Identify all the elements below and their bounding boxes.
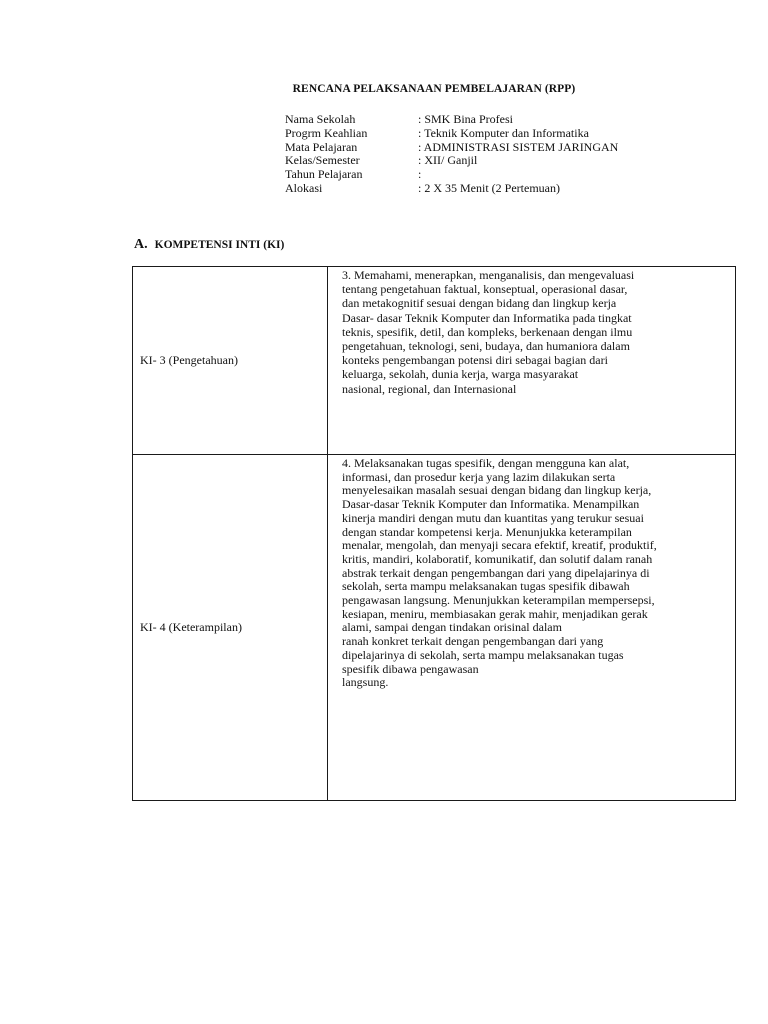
description-line: tentang pengetahuan faktual, konseptual, operasional dasar,	[342, 282, 628, 297]
description-line: teknis, spesifik, detil, dan kompleks, berkenaan dengan ilmu	[342, 324, 633, 339]
description-line: menalar, mengolah, dan menyaji secara efektif, kreatif, produktif,	[342, 538, 657, 553]
identity-label: Kelas/Semester	[285, 153, 360, 168]
section-letter: A.	[134, 237, 148, 252]
ki4-label-cell	[133, 455, 328, 801]
identity-label: Nama Sekolah	[285, 112, 356, 126]
identity-value: : XII/ Ganjil	[418, 153, 478, 168]
description-line: konteks pengembangan potensi diri sebagai bagian dari	[342, 353, 608, 368]
description-line: Dasar-dasar Teknik Komputer dan Informatika. Menampilkan	[342, 497, 640, 512]
identity-label: Mata Pelajaran	[285, 139, 358, 154]
identity-label: Alokasi	[285, 180, 323, 195]
identity-label: Tahun Pelajaran	[285, 167, 363, 182]
ki3-label: KI- 3 (Pengetahuan)	[140, 353, 238, 367]
description-line: spesifik dibawa pengawasan	[342, 661, 479, 676]
identity-row-school-year	[285, 168, 618, 182]
table-row	[133, 455, 736, 801]
ki3-description-cell	[328, 267, 736, 455]
ki4-description	[328, 455, 735, 690]
document-title: RENCANA PELAKSANAAN PEMBELAJARAN (RPP)	[292, 83, 576, 95]
identity-row-subject	[285, 141, 618, 155]
identity-row-program	[285, 127, 618, 141]
description-line: Dasar- dasar Teknik Komputer dan Informatika pada tingkat	[342, 310, 632, 325]
description-line: pengawasan langsung. Menunjukkan keterampilan mempersepsi,	[342, 593, 655, 608]
identity-value: : 2 X 35 Menit (2 Pertemuan)	[418, 180, 560, 195]
description-line: informasi, dan prosedur kerja yang lazim dilakukan serta	[342, 469, 616, 484]
ki4-description-cell	[328, 455, 736, 801]
identity-row-class-semester	[285, 154, 618, 168]
identity-row-allocation	[285, 182, 618, 196]
identity-value: :	[418, 167, 422, 182]
table-row	[133, 267, 736, 455]
description-line: 4. Melaksanakan tugas spesifik, dengan mengguna kan alat,	[342, 456, 630, 470]
description-line: ranah konkret terkait dengan pengembangan dari yang	[342, 634, 604, 649]
description-line: kesiapan, meniru, membiasakan gerak mahir, menjadikan gerak	[342, 606, 648, 621]
ki3-description	[328, 267, 735, 396]
description-line: menyelesaikan masalah sesuai dengan bidang dan lingkup kerja,	[342, 483, 652, 498]
description-line: nasional, regional, dan Internasional	[342, 381, 517, 396]
description-line: 3. Memahami, menerapkan, menganalisis, dan mengevaluasi	[342, 268, 635, 282]
description-line: abstrak terkait dengan pengembangan dari yang dipelajarinya di	[342, 565, 650, 580]
identity-block	[285, 113, 618, 196]
ki3-label-cell	[133, 267, 328, 455]
identity-label: Progrm Keahlian	[285, 125, 368, 140]
description-line: alami, sampai dengan tindakan orisinal dalam	[342, 620, 562, 635]
description-line: kritis, mandiri, kolaboratif, komunikatif, dan solutif dalam ranah	[342, 551, 653, 566]
ki4-label: KI- 4 (Keterampilan)	[140, 620, 242, 634]
description-line: langsung.	[342, 675, 389, 690]
description-line: dan metakognitif sesuai dengan bidang dan lingkup kerja	[342, 296, 617, 311]
section-a-heading	[134, 237, 284, 253]
ki-table	[132, 266, 736, 801]
description-line: kinerja mandiri dengan mutu dan kuantitas yang terukur sesuai	[342, 510, 644, 525]
identity-value: : Teknik Komputer dan Informatika	[418, 125, 589, 140]
description-line: dengan standar kompetensi kerja. Menunjukka keterampilan	[342, 524, 632, 539]
identity-value: : ADMINISTRASI SISTEM JARINGAN	[418, 139, 619, 154]
description-line: pengetahuan, teknologi, seni, budaya, dan humaniora dalam	[342, 339, 630, 354]
description-line: keluarga, sekolah, dunia kerja, warga masyarakat	[342, 367, 579, 382]
description-line: dipelajarinya di sekolah, serta mampu melaksanakan tugas	[342, 647, 624, 662]
identity-value: : SMK Bina Profesi	[418, 112, 514, 126]
section-title: KOMPETENSI INTI (KI)	[154, 239, 285, 251]
description-line: sekolah, serta mampu melaksanakan tugas spesifik dibawah	[342, 579, 630, 594]
identity-row-school	[285, 113, 618, 127]
